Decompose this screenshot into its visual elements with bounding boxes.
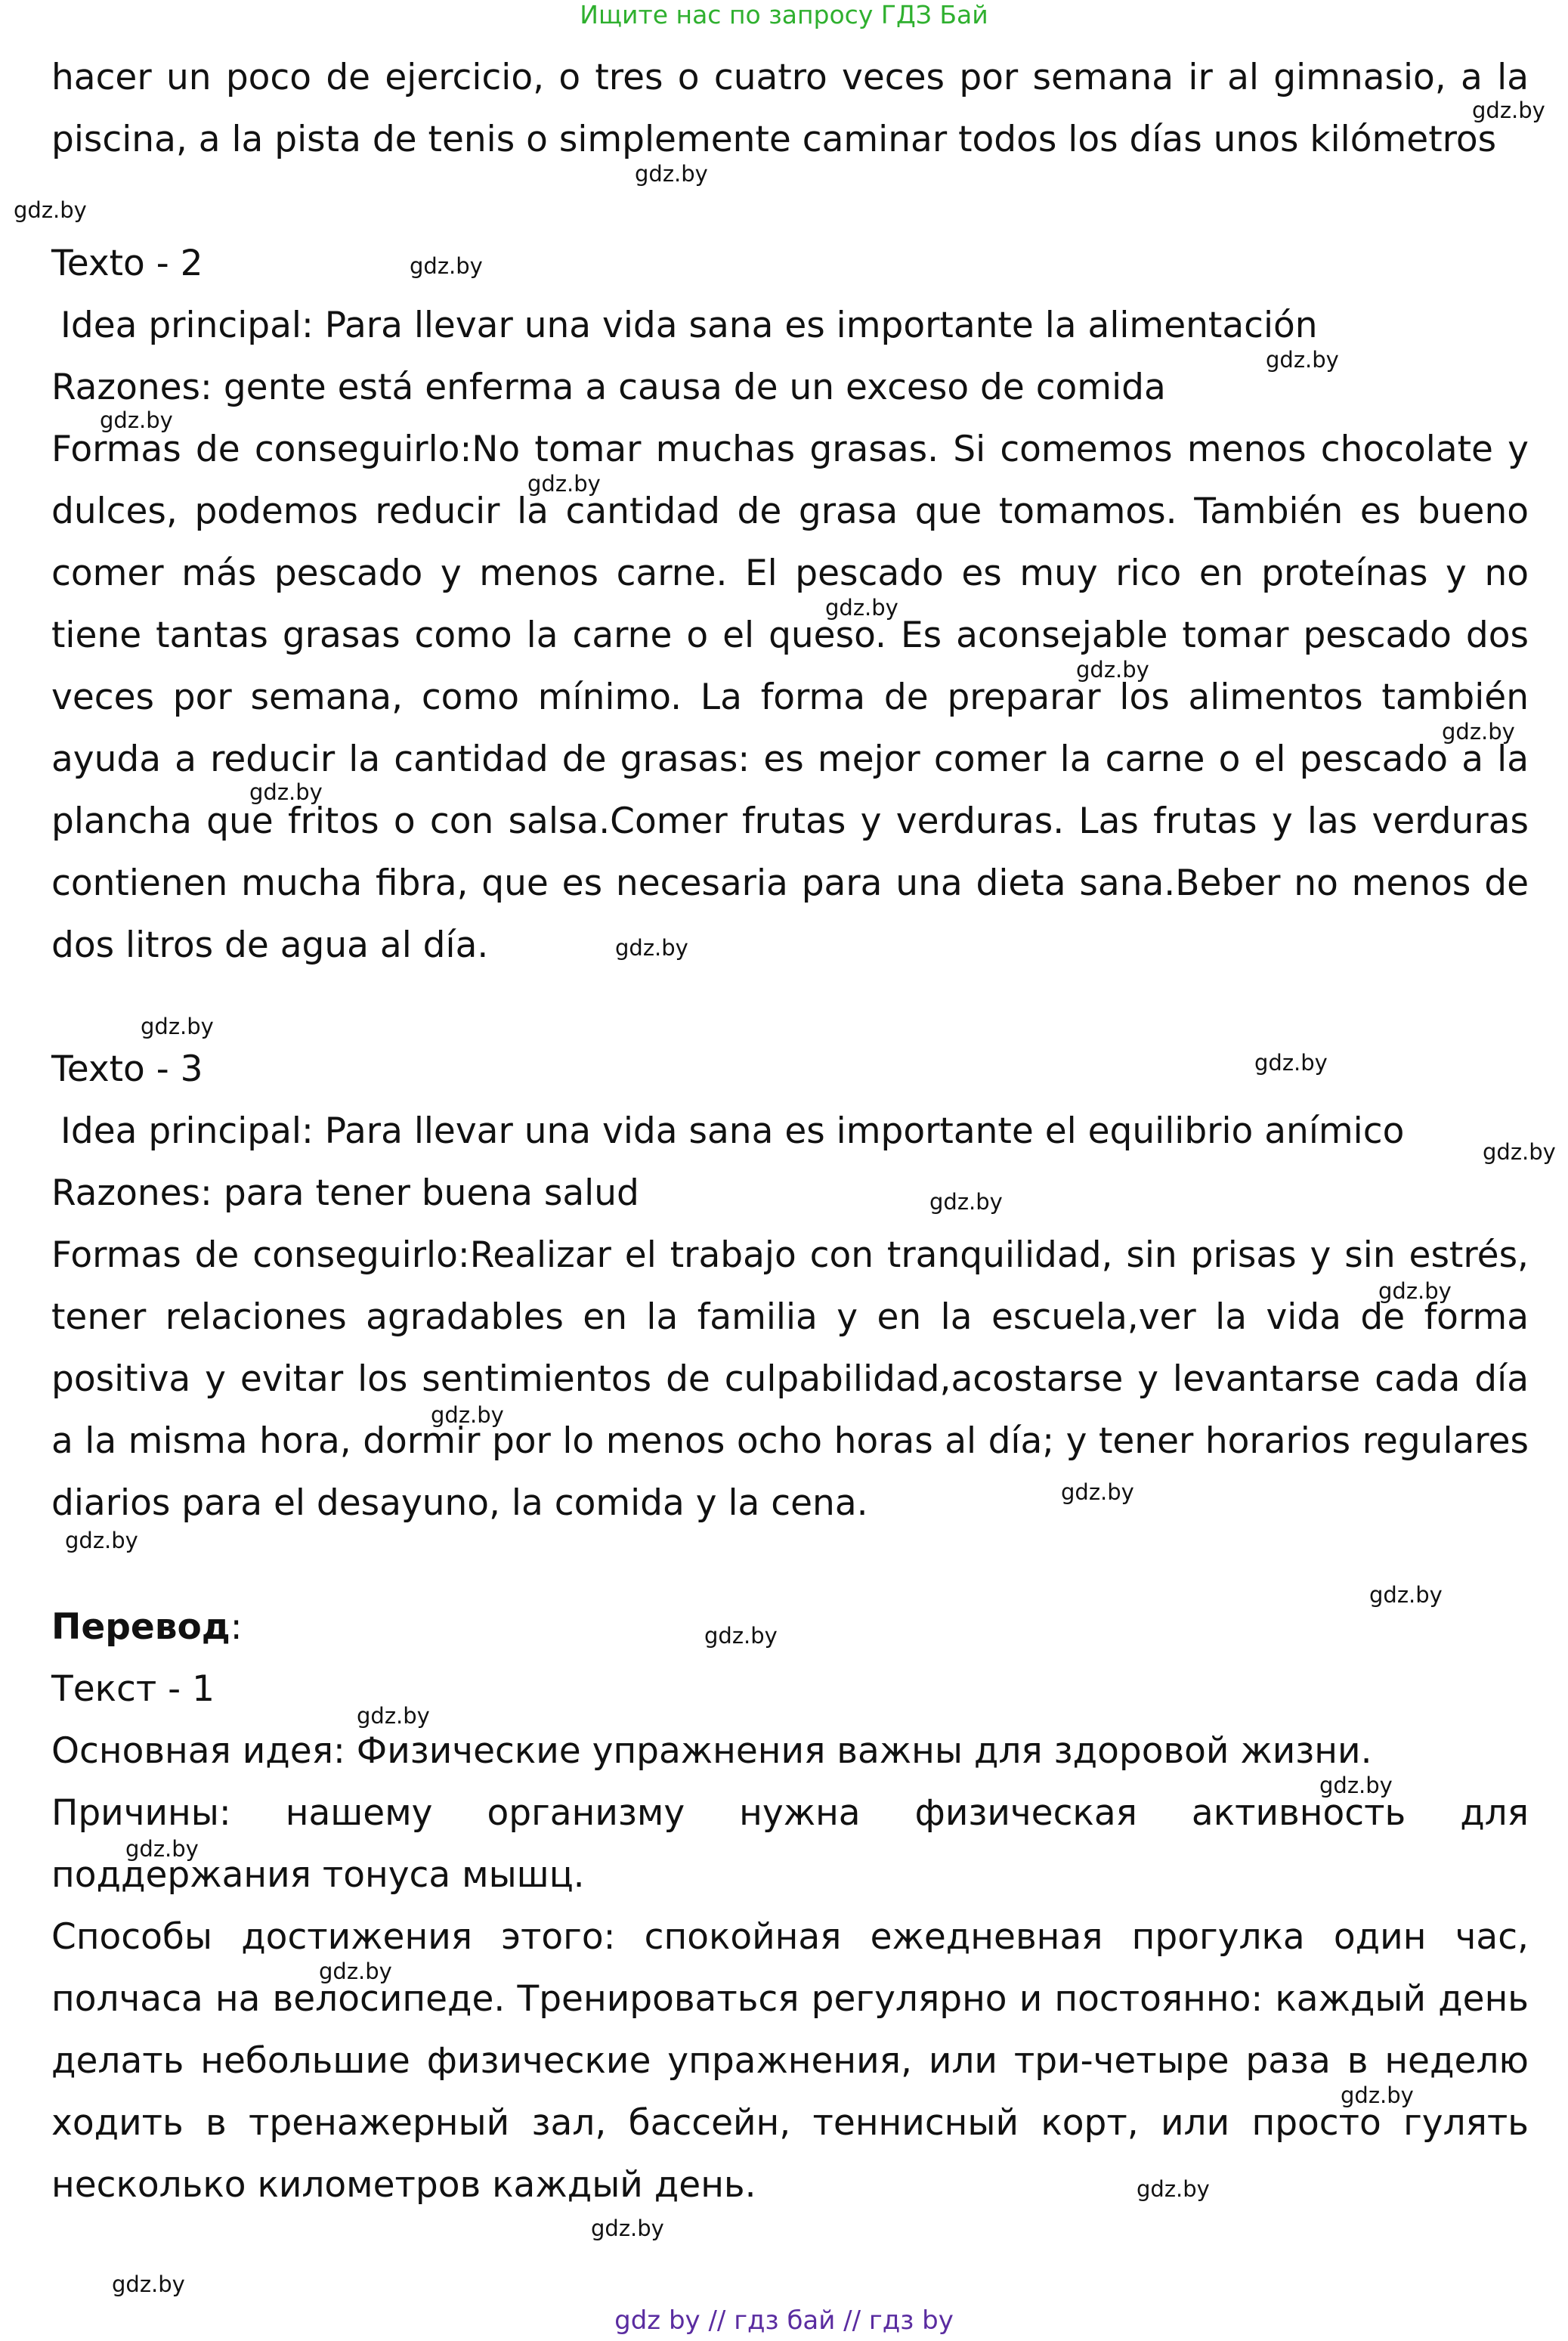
watermark: gdz.by [635, 161, 708, 187]
watermark: gdz.by [431, 1402, 504, 1428]
watermark: gdz.by [929, 1189, 1003, 1215]
header-banner[interactable]: Ищите нас по запросу ГДЗ Бай [580, 0, 988, 29]
watermark: gdz.by [249, 779, 323, 805]
watermark: gdz.by [825, 595, 898, 621]
watermark: gdz.by [410, 253, 483, 279]
watermark: gdz.by [1266, 347, 1339, 373]
watermark: gdz.by [704, 1623, 778, 1649]
texto2-idea: Idea principal: Para llevar una vida sana es importante la alimentación [60, 305, 1318, 346]
translation-heading-colon: : [230, 1606, 243, 1648]
translation-ways: Способы достижения этого: спокойная ежедневная прогулка один час, полчаса на велосипеде. Тренироваться регулярно и постоянно: каждый день делать небольшие физические упражнения, или три-четыре раза в неделю ходить в тренажерный зал, бассейн, теннисный корт, или просто гулять несколько километров каждый день. [51, 1916, 1529, 2206]
watermark: gdz.by [1472, 98, 1545, 123]
watermark: gdz.by [591, 2216, 664, 2241]
watermark: gdz.by [141, 1014, 214, 1039]
footer-links[interactable]: gdz by // гдз бай // гдз by [614, 2305, 954, 2336]
translation-heading: Перевод [51, 1606, 230, 1648]
watermark: gdz.by [357, 1703, 430, 1729]
watermark: gdz.by [1137, 2176, 1210, 2202]
watermark: gdz.by [125, 1836, 199, 1862]
translation-idea: Основная идея: Физические упражнения важны для здоровой жизни. [51, 1730, 1372, 1772]
watermark: gdz.by [1076, 657, 1149, 683]
translation-title: Текст - 1 [51, 1668, 215, 1710]
texto3-idea: Idea principal: Para llevar una vida sana es importante el equilibrio anímico [60, 1110, 1405, 1152]
watermark: gdz.by [14, 197, 87, 223]
texto3-razones: Razones: para tener buena salud [51, 1172, 639, 1214]
watermark: gdz.by [1369, 1582, 1443, 1608]
watermark: gdz.by [1341, 2082, 1414, 2108]
texto3-title: Texto - 3 [51, 1048, 203, 1090]
watermark: gdz.by [1254, 1050, 1328, 1076]
texto3-formas: Formas de conseguirlo:Realizar el trabajo con tranquilidad, sin prisas y sin estrés, tener relaciones agradables en la familia y en la escuela,ver la vida de forma positiva y evitar los sentimientos de culpabilidad,acostarse y levantarse cada día a la misma hora, dormir por lo menos ocho horas al día; y tener horarios regulares diarios para el desayuno, la comida y la cena. [51, 1234, 1529, 1524]
watermark: gdz.by [100, 407, 173, 433]
texto2-razones: Razones: gente está enferma a causa de un exceso de comida [51, 367, 1166, 408]
watermark: gdz.by [1061, 1479, 1134, 1505]
translation-reasons: Причины: нашему организму нужна физическая активность для поддержания тонуса мышц. [51, 1792, 1529, 1896]
watermark: gdz.by [615, 935, 688, 961]
intro-paragraph: hacer un poco de ejercicio, o tres o cuatro veces por semana ir al gimnasio, a la piscina, a la pista de tenis o simplemente caminar todos los días unos kilómetros [51, 57, 1529, 160]
watermark: gdz.by [319, 1959, 392, 1984]
texto2-title: Texto - 2 [51, 243, 203, 284]
watermark: gdz.by [1319, 1773, 1393, 1798]
watermark: gdz.by [527, 471, 601, 497]
texto2-formas: Formas de conseguirlo:No tomar muchas grasas. Si comemos menos chocolate y dulces, podemos reducir la cantidad de grasa que tomamos. También es bueno comer más pescado y menos carne. El pescado es muy rico en proteínas y no tiene tantas grasas como la carne o el queso. Es aconsejable tomar pescado dos veces por semana, como mínimo. La forma de preparar los alimentos también ayuda a reducir la cantidad de grasas: es mejor comer la carne o el pescado a la plancha que fritos o con salsa.Comer frutas y verduras. Las frutas y las verduras contienen mucha fibra, que es necesaria para una dieta sana.Beber no menos de dos litros de agua al día. [51, 429, 1529, 966]
watermark: gdz.by [1378, 1278, 1452, 1304]
watermark: gdz.by [1483, 1139, 1556, 1165]
watermark: gdz.by [112, 2271, 185, 2297]
translation-heading-line [51, 1596, 1529, 1658]
watermark: gdz.by [1442, 719, 1515, 745]
watermark: gdz.by [65, 1528, 138, 1553]
